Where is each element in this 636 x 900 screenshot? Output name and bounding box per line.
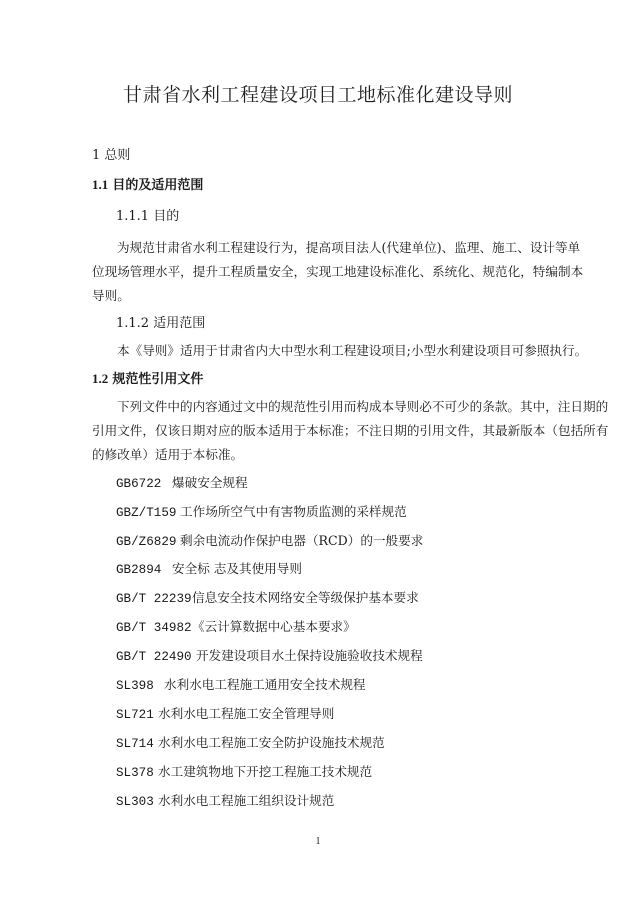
reference-code: GB6722 xyxy=(116,477,162,491)
purpose-line-2: 位现场管理水平，提升工程质量安全，实现工地建设标准化、系统化、规范化，特编制本 xyxy=(92,264,584,279)
reference-code: SL378 xyxy=(116,766,154,780)
reference-code: SL303 xyxy=(116,795,154,809)
section-title: 目的 xyxy=(153,209,180,224)
reference-name: 水利水电工程施工组织设计规范 xyxy=(158,793,335,808)
reference-code: GB2894 xyxy=(116,563,162,577)
reference-name: 水工建筑物地下开挖工程施工技术规范 xyxy=(158,764,373,779)
reference-item xyxy=(116,732,385,751)
section-title: 目的及适用范围 xyxy=(112,178,204,193)
page-number: 1 xyxy=(315,836,321,847)
purpose-line-3: 导则。 xyxy=(92,288,130,303)
reference-item xyxy=(116,530,423,549)
section-number: 1.1.2 xyxy=(116,316,150,331)
reference-code: GB/Z6829 xyxy=(116,535,177,549)
reference-item xyxy=(116,674,366,693)
reference-name: 开发建设项目水土保持设施验收技术规程 xyxy=(196,648,423,663)
reference-name: 安全标 志及其使用导则 xyxy=(172,561,302,576)
reference-name: 工作场所空气中有害物质监测的采样规范 xyxy=(180,504,407,519)
references-intro-line-2: 引用文件，仅该日期对应的版本适用于本标准；不注日期的引用文件，其最新版本（包括所有 xyxy=(92,423,609,438)
reference-name: 信息安全技术网络安全等级保护基本要求 xyxy=(192,590,419,605)
purpose-line-1: 为规范甘肃省水利工程建设行为，提高项目法人(代建单位)、监理、施工、设计等单 xyxy=(117,240,581,255)
reference-item xyxy=(116,645,423,664)
reference-item xyxy=(116,761,372,780)
reference-code: SL398 xyxy=(116,679,154,693)
reference-code: GB/T 34982 xyxy=(116,621,192,635)
section-1-1-2-heading xyxy=(116,312,205,331)
references-intro-line-3: 的修改单）适用于本标准。 xyxy=(92,447,244,462)
section-number: 1 xyxy=(92,148,101,163)
reference-item xyxy=(116,472,248,491)
section-title: 规范性引用文件 xyxy=(112,372,204,387)
document-title: 甘肃省水利工程建设项目工地标准化建设导则 xyxy=(122,84,513,106)
reference-name: 《云计算数据中心基本要求》 xyxy=(192,619,356,634)
reference-code: SL721 xyxy=(116,708,154,722)
scope-paragraph: 本《导则》适用于甘肃省内大中型水利工程建设项目;小型水利建设项目可参照执行。 xyxy=(117,343,588,358)
section-number: 1.2 xyxy=(92,371,109,386)
reference-name: 水利水电工程施工安全管理导则 xyxy=(158,706,335,721)
reference-code: GBZ/T159 xyxy=(116,506,177,520)
reference-code: GB/T 22239 xyxy=(116,592,192,606)
reference-code: SL714 xyxy=(116,737,154,751)
reference-name: 水利水电工程施工安全防护设施技术规范 xyxy=(158,735,385,750)
section-1-1-1-heading xyxy=(116,205,179,224)
reference-item xyxy=(116,558,302,577)
reference-item xyxy=(116,790,334,809)
section-title: 总则 xyxy=(104,148,131,163)
section-number: 1.1 xyxy=(92,177,109,192)
reference-item xyxy=(116,587,419,606)
reference-item xyxy=(116,703,334,722)
references-intro-line-1: 下列文件中的内容通过文中的规范性引用而构成本导则必不可少的条款。其中，注日期的 xyxy=(117,399,609,414)
section-1-2-heading xyxy=(92,368,203,387)
section-1-heading xyxy=(92,144,130,163)
reference-item xyxy=(116,616,356,635)
reference-name: 剩余电流动作保护电器（RCD）的一般要求 xyxy=(180,533,424,548)
reference-name: 爆破安全规程 xyxy=(172,475,248,490)
reference-code: GB/T 22490 xyxy=(116,650,192,664)
reference-name: 水利水电工程施工通用安全技术规程 xyxy=(164,677,366,692)
section-title: 适用范围 xyxy=(153,316,206,331)
section-number: 1.1.1 xyxy=(116,209,150,224)
section-1-1-heading xyxy=(92,174,203,193)
reference-item xyxy=(116,501,407,520)
